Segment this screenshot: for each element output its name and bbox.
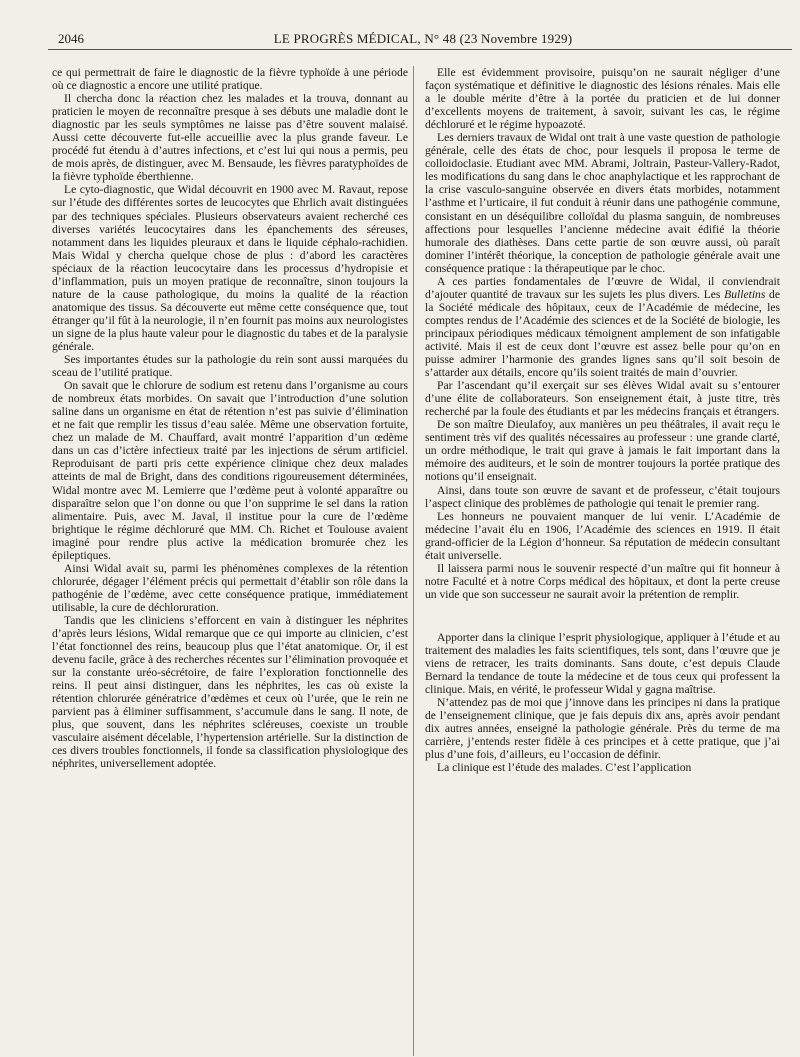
paragraph: N’attendez pas de moi que j’innove dans les principes ni dans la pratique de l’enseignement clinique, que je fais depuis dix ans, après avoir pendant dix autres années, enseigné la pathologie générale. Près du terme de ma carrière, j’entends rester fidèle à ces principes et à cette pratique, que j’ai plus d’une fois, d’ailleurs, eu l’occasion de définir. xyxy=(425,696,780,762)
paragraph: Ses importantes études sur la pathologie du rein sont aussi marquées du sceau de l’utilité pratique. xyxy=(52,353,408,380)
paragraph: Les honneurs ne pouvaient manquer de lui venir. L’Académie de médecine l’avait élu en 1906, l’Académie des sciences en 1919. Il était grand-officier de la Légion d’honneur. Sa réputation de médecin consultant était universelle. xyxy=(425,509,780,562)
paragraph: La clinique est l’étude des malades. C’est l’application xyxy=(437,761,692,775)
journal-title: Bulletins xyxy=(724,287,766,301)
page-number: 2046 xyxy=(58,31,84,46)
column-divider xyxy=(413,66,414,1056)
paragraph: Par l’ascendant qu’il exerçait sur ses élèves Widal avait su s’entourer d’une élite de collaborateurs. Son enseignement était, à juste titre, très recherché par la foule des étudiants et par les médecins français et étrangers. xyxy=(425,379,780,419)
running-title: LE PROGRÈS MÉDICAL, N° 48 (23 Novembre 1929) xyxy=(273,31,573,46)
right-column xyxy=(425,66,780,774)
paragraph-text: A ces parties fondamentales de l’œuvre de Widal, il conviendrait d’ajouter quantité de travaux sur les sujets les plus divers. Les xyxy=(425,274,780,301)
section-gap xyxy=(425,601,780,631)
paragraph: Tandis que les cliniciens s’efforcent en vain à distinguer les néphrites d’après leurs lésions, Widal remarque que ce qui importe au clinicien, c’est l’état fonctionnel des reins, beaucoup plus que l’état anatomique. Or, il est devenu facile, grâce à des recherches récentes sur l’élimination provoquée et sur la constante uréo-sécrétoire, de faire l’exploration fonctionnelle des reins. Il peut ainsi distinguer, dans les néphrites, les cas où existe la rétention chlorurée génératrice d’œdèmes et ceux où l’urée, que le rein ne parvient pas à éliminer suffisamment, s’accumule dans le sang. Il note, de plus, que souvent, dans les néphrites scléreuses, coexiste un trouble vasculaire aisément décelable, l’hypertension artérielle. Sur la distinction de ces divers troubles fonctionnels, il fonde sa classification physiologique des néphrites, universellement adoptée. xyxy=(52,613,408,771)
paragraph: On savait que le chlorure de sodium est retenu dans l’organisme au cours de nombreux états morbides. On savait que l’introduction d’une solution saline dans un organisme en état de rétention n’est pas suivie d’élimination et ne fait que remplir les tissus d’eau salée. Même une observation fortuite, chez un malade de M. Chauffard, avait montré l’apparition d’un œdème dans un cas d’ictère infectieux traité par les injections de sérum artificiel. Reproduisant de parti pris cette expérience clinique chez deux malades atteints de mal de Bright, dans des conditions rigoureusement déterminées, Widal montre avec M. Lemierre que l’œdème peut à volonté apparaître ou disparaître selon que l’on donne ou que l’on supprime le sel dans la ration alimentaire. Puis, avec M. Javal, il institue pour la cure de l’œdème brightique le régime déchloruré que MM. Ch. Richet et Toulouse avaient imaginé pour rendre plus active la médication bromurée chez les épileptiques. xyxy=(52,379,408,562)
paragraph: Il chercha donc la réaction chez les malades et la trouva, donnant au praticien le moyen de reconnaître presque à ses débuts une maladie dont le diagnostic par les seuls symptômes ne laisse pas d’être souvent malaisé. Aussi cette découverte fut-elle accueillie avec la plus grande faveur. Le procédé fut étendu à d’autres infections, et c’est lui qui nous a permis, peu de mois après, de distinguer, avec M. Bensaude, les fièvres paratyphoïdes de la fièvre typhoïde éberthienne. xyxy=(52,92,408,184)
paragraph: Ainsi Widal avait su, parmi les phénomènes complexes de la rétention chlorurée, dégager l’élément précis qui permettait d’établir son rôle dans la pathogénie de l’œdème, avec cette conséquence pratique, immédiatement utilisable, la cure de déchloruration. xyxy=(52,561,408,614)
paragraph: Apporter dans la clinique l’esprit physiologique, appliquer à l’étude et au traitement des maladies les faits scientifiques, tels sont, dans l’œuvre que je viens de retracer, les traits dominants. Sans doute, c’est depuis Claude Bernard la tendance de toute la médecine et de tous ceux qui professent la clinique. Mais, en vérité, le professeur Widal y gagna maîtrise. xyxy=(425,630,780,697)
paragraph-text: de la Société médicale des hôpitaux, ceux de l’Académie de médecine, les comptes rendus de l’Académie des sciences et de la Société de biologie, les principaux périodiques médicaux témoignent amplement de son infatigable activité. Mais il est de ceux dont l’œuvre est assez belle pour qu’on en puisse admirer l’harmonie des grandes lignes sans qu’il soit besoin de s’attarder aux détails, encore qu’ils soient traités de main d’ouvrier. xyxy=(425,287,780,380)
paragraph: Ainsi, dans toute son œuvre de savant et de professeur, c’était toujours l’aspect clinique des problèmes de pathologie qui tenait le premier rang. xyxy=(425,483,780,510)
paragraph: De son maître Dieulafoy, aux manières un peu théâtrales, il avait reçu le sentiment très vif des qualités nécessaires au professeur : une grande clarté, un ordre méthodique, le trait qui grave à jamais le fait important dans la mémoire des auditeurs, et le soin de montrer toujours la portée pratique des notions qu’il enseignait. xyxy=(425,418,780,484)
left-column xyxy=(52,66,408,771)
paragraph: Elle est évidemment provisoire, puisqu’on ne saurait négliger d’une façon systématique et définitive le diagnostic des lésions rénales. Mais elle a le double mérite d’être à la portée du praticien et de lui donner d’excellents moyens de traitement, à savoir, suivant les cas, le régime déchloruré et le régime hypoazoté. xyxy=(425,66,780,132)
paragraph: Les derniers travaux de Widal ont trait à une vaste question de pathologie générale, celle des états de choc, pour lesquels il proposa le terme de colloidoclasie. Etudiant avec MM. Abrami, Joltrain, Pasteur-Vallery-Radot, les modifications du sang dans le choc anaphylactique et les rapprochant de la crise vasculo-sanguine observée en divers états morbides, notamment l’asthme et l’urticaire, il fut conduit à réunir dans une pathogénie commune, consistant en un déséquilibre colloïdal du plasma sanguin, de nombreuses affections pour lesquelles l’ancienne médecine avait édifié la théorie humorale des diathèses. Dans cette partie de son œuvre aussi, où paraît dominer l’intérêt théorique, la conception de pathologie générale avait une conséquence pratique : la thérapeutique par le choc. xyxy=(425,131,780,275)
page-header xyxy=(58,30,788,48)
paragraph: ce qui permettrait de faire le diagnostic de la fièvre typhoïde à une période où ce diagnostic a encore une utilité pratique. xyxy=(52,66,408,93)
header-rule xyxy=(48,49,792,50)
paragraph xyxy=(425,275,780,379)
paragraph: Le cyto-diagnostic, que Widal découvrit en 1900 avec M. Ravaut, repose sur l’étude des différentes sortes de leucocytes que Ehrlich avait distinguées par des techniques spéciales. Plusieurs observateurs avaient recherché ces diverses variétés leucocytaires dans les épanchements des séreuses, notamment dans les liquides pleuraux et dans le liquide céphalo-rachidien. Mais Widal y chercha quelque chose de plus : d’abord les caractères spéciaux de la réaction leucocytaire dans les processus d’hydropisie et d’inflammation, puis un moyen pratique de reconnaître, sinon toujours la nature de la cause pathologique, du moins la qualité de la réaction anatomique des tissus. Sa découverte eut même cette conséquence que, tout étranger qu’il fût à la neurologie, il n’en fournit pas moins aux neurologistes un signe de la plus haute valeur pour le diagnostic du tabes et de la paralysie générale. xyxy=(52,183,408,353)
paragraph: Il laissera parmi nous le souvenir respecté d’un maître qui fit honneur à notre Faculté et à notre Corps médical des hôpitaux, et dont la perte creuse un vide que son successeur ne saurait avoir la prétention de remplir. xyxy=(425,561,780,601)
